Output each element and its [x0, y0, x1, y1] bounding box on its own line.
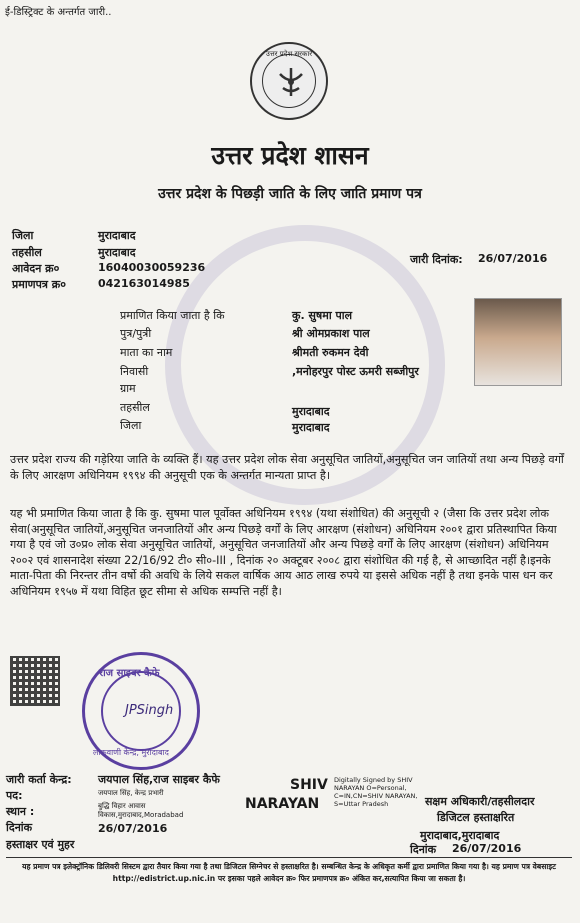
footer-divider — [6, 857, 572, 858]
tehsil-label: तहसील — [12, 246, 42, 259]
issue-date-label: जारी दिनांक: — [410, 253, 463, 266]
authority-title: सक्षम अधिकारी/तहसीलदार — [425, 795, 535, 808]
header-note: ई-डिस्ट्रिक्ट के अन्तर्गत जारी.. — [5, 7, 112, 18]
resident-label: निवासी — [120, 365, 149, 378]
certify-label: प्रमाणित किया जाता है कि — [120, 309, 225, 322]
applicant-name: कु. सुषमा पाल — [292, 309, 353, 322]
seal-top-text: राज साइबर कैफे — [99, 668, 160, 679]
date-label: दिनांक — [6, 821, 33, 834]
tehsil-value: मुरादाबाद — [98, 246, 136, 259]
caste-paragraph: उत्तर प्रदेश राज्य की गड़ेरिया जाति के व्यक्ति हैं। यह उत्तर प्रदेश लोक सेवा अनुसूचित जातियों,अनुसूचित जन जातियों तथा अन्य पिछड़े वर्गों के लिए आरक्षण अधिनियम १९९४ की अनुसूची एक के अन्तर्गत मान्यता प्राप्त है। — [10, 453, 564, 482]
certificate-number: 042163014985 — [98, 277, 190, 290]
page-title: उत्तर प्रदेश शासन — [211, 141, 369, 170]
district-label: जिला — [12, 229, 34, 242]
page-subtitle: उत्तर प्रदेश के पिछड़ी जाति के लिए जाति प्रमाण पत्र — [158, 186, 422, 202]
authority-place: मुरादाबाद,मुरादाबाद — [420, 829, 500, 842]
digital-sign-details: Digitally Signed by SHIV NARAYAN O=Personal, C=IN,CN=SHIV NARAYAN, S=Uttar Pradesh — [334, 776, 418, 808]
seal-bottom-text: लोकवाणी केन्द्र, मुरादाबाद — [93, 748, 169, 757]
place-label: स्थान : — [6, 805, 35, 818]
digital-sign-name-line2: NARAYAN — [245, 796, 320, 812]
issuing-center-label: जारी कर्ता केन्द्र: — [6, 773, 72, 786]
application-number: 16040030059236 — [98, 261, 206, 274]
mother-label: माता का नाम — [120, 346, 173, 359]
emblem-text: उत्तर प्रदेश सरकार — [266, 50, 313, 58]
detail-tehsil-label: तहसील — [120, 401, 150, 414]
cyber-cafe-seal — [82, 652, 200, 770]
application-label: आवेदन क्र० — [12, 262, 60, 275]
detail-district-value: मुरादाबाद — [292, 421, 330, 434]
father-name: श्री ओमप्रकाश पाल — [292, 327, 370, 340]
qr-code — [10, 656, 60, 706]
post-label: पद: — [6, 789, 23, 802]
date-value: 26/07/2016 — [98, 822, 168, 835]
resident-value: ,मनोहरपुर पोस्ट ऊमरी सब्जीपुर — [292, 365, 419, 378]
certificate-label: प्रमाणपत्र क्र० — [12, 278, 66, 291]
authority-date-label: दिनांक — [410, 843, 437, 856]
sign-seal-label: हस्ताक्षर एवं मुहर — [6, 838, 75, 851]
detail-tehsil-value: मुरादाबाद — [292, 405, 330, 418]
detail-district-label: जिला — [120, 419, 142, 432]
footer-note: यह प्रमाण पत्र इलेक्ट्रॉनिक डिलिवरी सिस्टम द्वारा तैयार किया गया है तथा डिजिटल सिग्नेचर से हस्ताक्षरित है। सम्बन्धित केन्द्र के अधिकृत कर्मी द्वारा प्रमाणित किया गया है। यह प्रमाण पत्र वेबसाइट http://edistrict.up.nic.in पर इसका पहले आवेदन क्र० फिर प्रमाणपत्र क्र० अंकित कर,सत्यापित किया जा सकता है। — [22, 862, 556, 883]
post-value: जयपाल सिंह, केन्द्र प्रभारी — [98, 789, 164, 797]
district-value: मुरादाबाद — [98, 229, 136, 242]
income-paragraph: यह भी प्रमाणित किया जाता है कि कु. सुषमा पाल पूर्वोक्त अधिनियम १९९४ (यथा संशोधित) की अनुसूची २ (जैसा कि उत्तर प्रदेश लोक सेवा(अनुसूचित जातियों,अनुसूचित जनजातियों और अन्य पिछड़े वर्गों के लिए आरक्षण (संशोधन) अधिनियम २००१ द्वारा प्रतिस्थापित किया गया है एवं जो उ०प्र० लोक सेवा अनुसूचित जातियों, अनुसूचित जनजातियों और अन्य पिछड़े वर्गों के लिए आरक्षण (संशोधन) अधिनियम २००२ एवं शासनादेश संख्या 22/16/92 टी० सी०-III , दिनांक २० अक्टूबर २००८ द्वारा संशोधित की गई है, से आच्छादित नहीं है।इनके माता-पिता की निरन्तर तीन वर्षो की अवधि के लिये सकल वार्षिक आय आठ लाख रुपये या इससे अधिक नहीं है तथा इनके पास धन कर अधिनियम १९५७ में यथा विहित छूट सीमा से अधिक सम्पत्ति नहीं है। — [10, 507, 557, 598]
place-value: बुद्धि विहार आवास विकास,मुरादाबाद,Moradabad — [98, 802, 184, 819]
applicant-photo — [474, 298, 562, 386]
issuing-center-value: जयपाल सिंह,राज साइबर कैफे — [98, 773, 220, 786]
mother-name: श्रीमती रुकमन देवी — [292, 346, 369, 359]
authority-date-value: 26/07/2016 — [452, 842, 522, 855]
village-label: ग्राम — [120, 382, 136, 395]
authority-sign-label: डिजिटल हस्ताक्षरित — [437, 811, 515, 824]
digital-sign-name-line1: SHIV — [290, 777, 328, 793]
seal-signature: JPSingh — [125, 703, 174, 718]
issue-date-value: 26/07/2016 — [478, 252, 548, 265]
parent-label: पुत्र/पुत्री — [120, 327, 152, 340]
up-government-emblem-icon — [250, 42, 328, 120]
